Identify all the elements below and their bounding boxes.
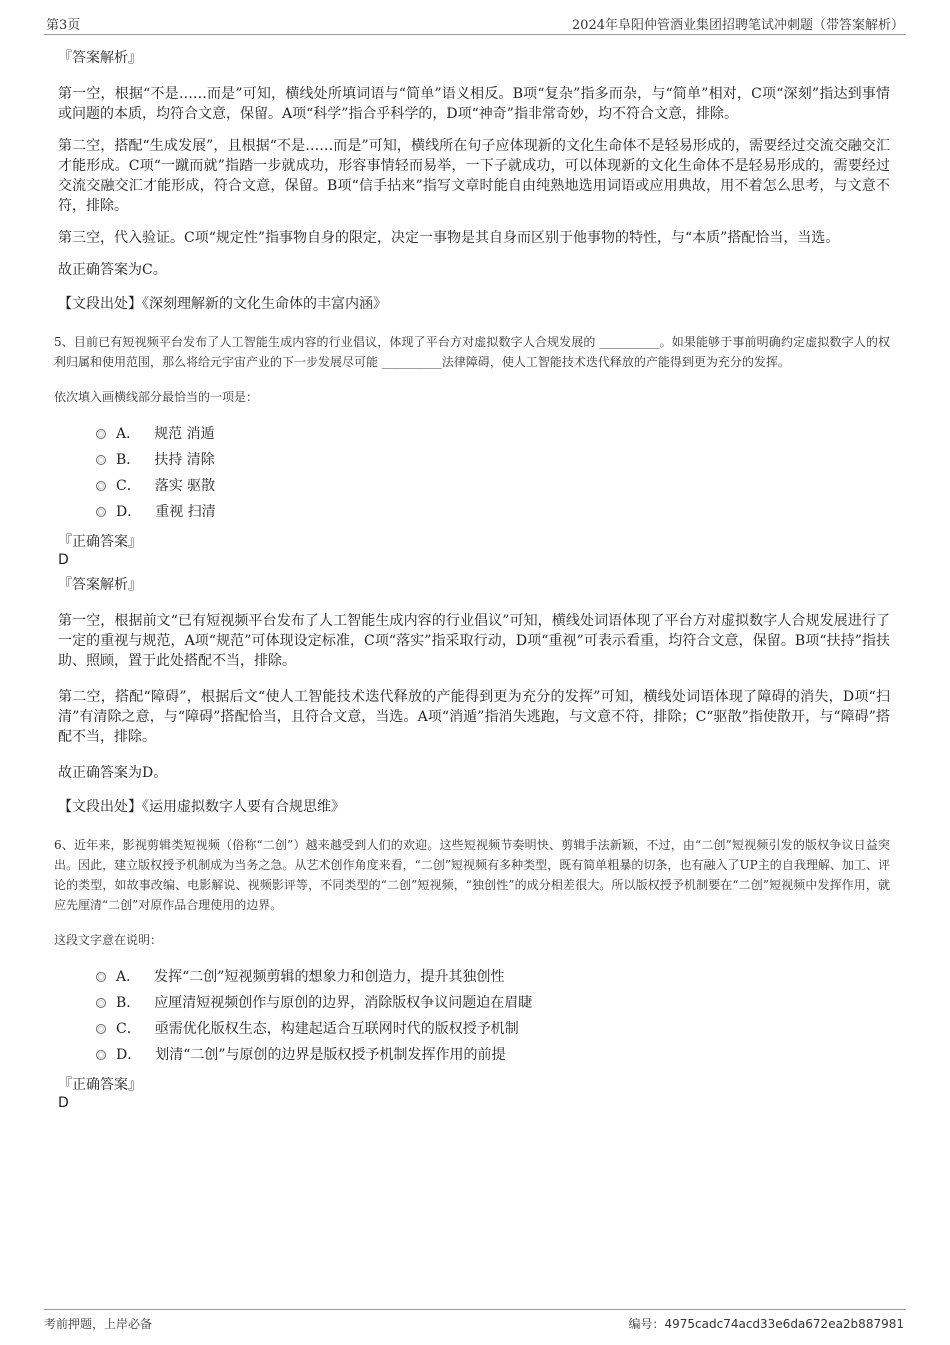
correct-answer: D xyxy=(58,552,69,568)
correct-answer-heading: 『正确答案』 xyxy=(58,534,142,550)
question-6-stem: 6、近年来，影视剪辑类短视频（俗称“二创”）越来越受到人们的欢迎。这些短视频节奏明快、剪辑手法新颖，不过，由“二创”短视频引发的版权争议日益突出。因此，建立版权授予机制成为当务之急。从艺术创作角度来看，“二创”短视频有多种类型，既有简单粗暴的切条，也有融入了UP主的自我理解、加工、评论的类型，如故事改编、电影解说、视频影评等，不同类型的“二创”短视频，“独创性”的成分相差很大。所以版权授予机制要在“二创”短视频中发挥作用，就应先厘清“二创”对原作品合理使用的边界。 xyxy=(54,838,891,912)
radio-icon[interactable] xyxy=(96,1050,106,1060)
option-c[interactable]: C． 亟需优化版权生态，构建起适合互联网时代的版权授予机制 xyxy=(96,1016,890,1042)
question-5-prompt: 依次填入画横线部分最恰当的一项是： xyxy=(54,390,259,404)
analysis-paragraph: 第一空，根据前文“已有短视频平台发布了人工智能生成内容的行业倡议”可知，横线处词语体现了平台方对虚拟数字人合规发展进行了一定的重视与规范，A项“规范”可体现设定标准，C项“落实”指采取行动，D项“重视”可表示看重，均符合文意，保留。B项“扶持”指扶助、照顾，置于此处搭配不当，排除。 xyxy=(58,613,890,669)
analysis-heading: 『答案解析』 xyxy=(58,577,142,593)
option-a[interactable]: A． 发挥“二创”短视频剪辑的想象力和创造力，提升其独创性 xyxy=(96,964,890,990)
option-d[interactable]: D． 重视 扫清 xyxy=(96,499,890,525)
document-title: 2024年阜阳仲管酒业集团招聘笔试冲刺题（带答案解析） xyxy=(571,18,904,33)
option-c[interactable]: C． 落实 驱散 xyxy=(96,473,890,499)
question-6-prompt: 这段文字意在说明： xyxy=(54,933,163,947)
question-5-options xyxy=(96,421,890,525)
correct-answer-heading: 『正确答案』 xyxy=(58,1077,142,1093)
source-citation: 【文段出处】《深刻理解新的文化生命体的丰富内涵》 xyxy=(58,296,387,312)
option-d[interactable]: D． 划清“二创”与原创的边界是版权授予机制发挥作用的前提 xyxy=(96,1042,890,1068)
radio-icon[interactable] xyxy=(96,972,106,982)
conclusion-text: 故正确答案为C。 xyxy=(58,262,167,278)
page-footer xyxy=(44,1309,906,1334)
radio-icon[interactable] xyxy=(96,507,106,517)
analysis-paragraph: 第二空，搭配“障碍”，根据后文“使人工智能技术迭代释放的产能得到更为充分的发挥”可知，横线处词语体现了障碍的消失，D项“扫清”有清除之意，与“障碍”搭配恰当，且符合文意，当选。A项“消遁”指消失逃跑，与文意不符，排除；C“驱散”指使散开，与“障碍”搭配不当，排除。 xyxy=(58,689,890,745)
analysis-paragraph: 第二空，搭配“生成发展”，且根据“不是……而是”可知，横线所在句子应体现新的文化生命体不是轻易形成的，需要经过交流交融交汇才能形成。C项“一蹴而就”指踏一步就成功，形容事情轻而易举，一下子就成功，可以体现新的文化生命体不是轻易形成的，需要经过交流交融交汇才能形成，符合文意，保留。B项“信手拈来”指写文章时能自由纯熟地选用词语或应用典故，用不着怎么思考，与文意不符，排除。 xyxy=(58,138,890,214)
radio-icon[interactable] xyxy=(96,1024,106,1034)
page-content xyxy=(56,44,890,1118)
option-a[interactable]: A． 规范 消遁 xyxy=(96,421,890,447)
footer-slogan: 考前押题，上岸必备 xyxy=(44,1317,153,1331)
radio-icon[interactable] xyxy=(96,998,106,1008)
source-citation: 【文段出处】《运用虚拟数字人要有合规思维》 xyxy=(58,799,345,815)
correct-answer: D xyxy=(58,1095,69,1111)
option-b[interactable]: B． 扶持 清除 xyxy=(96,447,890,473)
analysis-paragraph: 第三空，代入验证。C项“规定性”指事物自身的限定，决定一事物是其自身而区别于他事物的特性，与“本质”搭配恰当，当选。 xyxy=(58,230,840,246)
page-header xyxy=(44,12,906,35)
analysis-paragraph: 第一空，根据“不是……而是”可知，横线处所填词语与“简单”语义相反。B项“复杂”指多而杂，与“简单”相对，C项“深刻”指达到事情或问题的本质，均符合文意，保留。A项“科学”指合乎科学的，D项“神奇”指非常奇妙，均不符合文意，排除。 xyxy=(58,86,890,122)
question-6-options xyxy=(96,964,890,1068)
radio-icon[interactable] xyxy=(96,481,106,491)
analysis-heading: 『答案解析』 xyxy=(58,50,142,66)
option-b[interactable]: B． 应厘清短视频创作与原创的边界，消除版权争议问题迫在眉睫 xyxy=(96,990,890,1016)
conclusion-text: 故正确答案为D。 xyxy=(58,765,168,781)
document-code: 编号：4975cadc74acd33e6da672ea2b887981 xyxy=(628,1317,904,1331)
page-number: 第3页 xyxy=(46,18,81,33)
radio-icon[interactable] xyxy=(96,455,106,465)
question-5-stem: 5、目前已有短视频平台发布了人工智能生成内容的行业倡议，体现了平台方对虚拟数字人合规发展的 __________。如果能够于事前明确约定虚拟数字人的权利归属和使用范围，那么将给元宇宙产业的下一步发展尽可能 __________法律障碍，使人工智能技术迭代释放的产能得到更为充分的发挥。 xyxy=(54,335,890,369)
radio-icon[interactable] xyxy=(96,429,106,439)
